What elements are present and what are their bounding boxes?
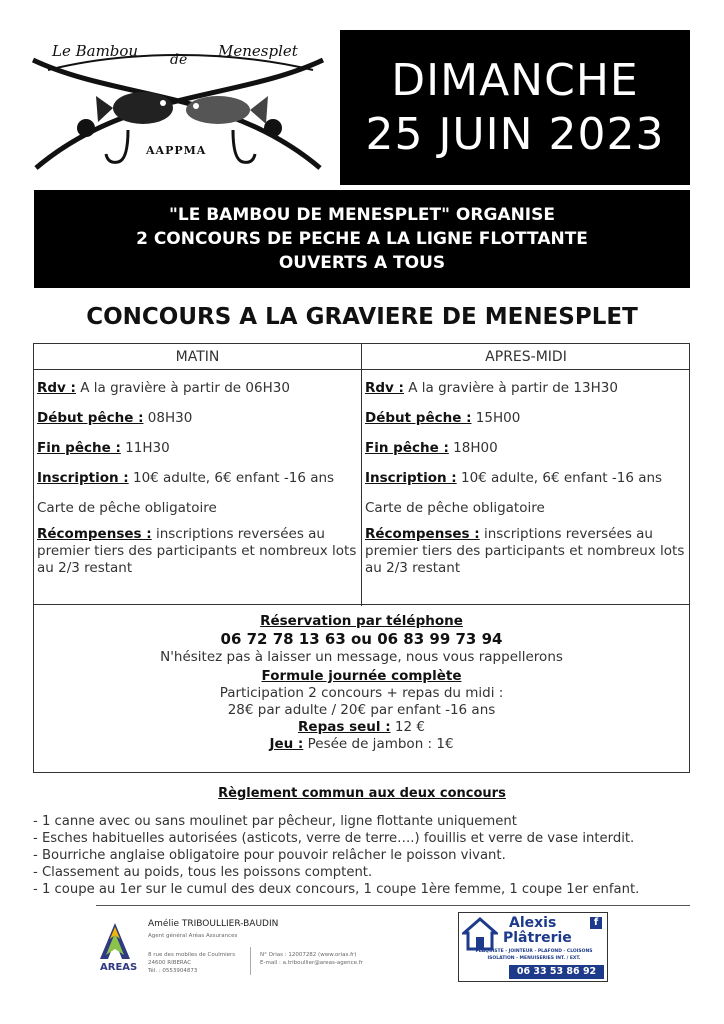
formule-title: Formule journée complète: [261, 668, 462, 684]
banner-line-3: OUVERTS A TOUS: [278, 253, 446, 273]
recompenses-label: Récompenses :: [365, 526, 480, 542]
afternoon-header: APRES-MIDI: [362, 344, 690, 370]
debut-value: 15H00: [471, 410, 521, 426]
organiser-banner: [34, 190, 690, 288]
areas-orias: N° Orias : 12007282 (www.orias.fr): [260, 952, 357, 958]
alexis-phone: 06 33 53 86 92: [509, 965, 604, 979]
repas-value: 12 €: [390, 719, 425, 735]
house-icon: [462, 917, 498, 953]
club-logo: [28, 30, 328, 180]
inscription-value: 10€ adulte, 6€ enfant -16 ans: [456, 470, 663, 486]
carte-peche: Carte de pêche obligatoire: [365, 500, 545, 516]
alexis-platrerie: Plâtrerie: [503, 930, 572, 946]
morning-column: [34, 344, 362, 606]
morning-header: MATIN: [34, 344, 361, 370]
areas-tel: Tél. : 0553904873: [148, 968, 198, 974]
rdv-value: A la gravière à partir de 13H30: [403, 380, 618, 396]
rdv-label: Rdv :: [37, 380, 76, 396]
rule-item: - Classement au poids, tous les poissons comptent.: [33, 865, 373, 880]
areas-separator: [250, 947, 251, 975]
banner-line-1: "LE BAMBOU DE MENESPLET" ORGANISE: [169, 205, 555, 225]
sponsor-alexis-platrerie: [458, 912, 608, 982]
alexis-services-2: ISOLATION - MENUISERIES INT. / EXT.: [487, 956, 581, 961]
areas-address-1: 8 rue des mobiles de Coulmiers: [148, 952, 236, 958]
footer-divider: [96, 905, 690, 906]
rdv-label: Rdv :: [365, 380, 404, 396]
recompenses-value: inscriptions reversées au premier tiers des participants et nombreux lots au 2/3 restant: [37, 526, 357, 576]
logo-text-left: Le Bambou: [52, 42, 139, 60]
rule-item: - Esches habituelles autorisées (asticots, verre de terre….) fouillis et verre de vase interdit.: [33, 831, 635, 846]
areas-address: [148, 951, 235, 975]
fin-label: Fin pêche :: [365, 440, 449, 456]
sponsor-areas: [100, 915, 420, 985]
date-full: 25 JUIN 2023: [365, 108, 665, 160]
inscription-label: Inscription :: [365, 470, 457, 486]
rule-item: - Bourriche anglaise obligatoire pour pouvoir relâcher le poisson vivant.: [33, 848, 506, 863]
areas-brand: AREAS: [100, 962, 138, 973]
recompenses-value: inscriptions reversées au premier tiers des participants et nombreux lots au 2/3 restant: [365, 526, 685, 576]
date-box: [340, 30, 690, 185]
fin-label: Fin pêche :: [37, 440, 121, 456]
debut-label: Début pêche :: [37, 410, 144, 426]
inscription-value: 10€ adulte, 6€ enfant -16 ans: [128, 470, 335, 486]
debut-value: 08H30: [143, 410, 193, 426]
rules-title: Règlement commun aux deux concours: [218, 786, 506, 801]
reservation-phones: 06 72 78 13 63 ou 06 83 99 73 94: [220, 630, 503, 648]
reservation-box: [33, 605, 690, 773]
logo-text-mid: de: [170, 52, 188, 68]
formule-line-2: 28€ par adulte / 20€ par enfant -16 ans: [227, 702, 496, 718]
facebook-icon: f: [590, 917, 602, 929]
recompenses-label: Récompenses :: [37, 526, 152, 542]
areas-logo-icon: [100, 923, 130, 959]
inscription-label: Inscription :: [37, 470, 129, 486]
rdv-value: A la gravière à partir de 06H30: [75, 380, 290, 396]
jeu-label: Jeu :: [269, 736, 304, 752]
banner-line-2: 2 CONCOURS DE PECHE A LA LIGNE FLOTTANTE: [136, 229, 588, 249]
fin-value: 18H00: [448, 440, 498, 456]
logo-text-bottom: AAPPMA: [146, 144, 207, 157]
alexis-name: Alexis: [509, 915, 557, 931]
rules-list: [33, 813, 693, 898]
formule-line-1: Participation 2 concours + repas du midi :: [219, 685, 504, 701]
areas-contact: [260, 951, 363, 967]
reservation-title: Réservation par téléphone: [260, 613, 463, 629]
afternoon-column: [362, 344, 690, 606]
areas-address-2: 24600 RIBERAC: [148, 960, 192, 966]
areas-agent-name: Amélie TRIBOULLIER-BAUDIN: [148, 919, 279, 929]
debut-label: Début pêche :: [365, 410, 472, 426]
alexis-services-1: PLAQUISTE - JOINTEUR - PLAFOND - CLOISONS: [475, 949, 593, 954]
areas-agent-title: Agent général Aréas Assurances: [148, 933, 238, 939]
fin-value: 11H30: [120, 440, 170, 456]
logo-text-right: Menesplet: [218, 42, 298, 60]
jeu-value: Pesée de jambon : 1€: [303, 736, 454, 752]
date-day: DIMANCHE: [391, 54, 639, 106]
reservation-message: N'hésitez pas à laisser un message, nous vous rappellerons: [160, 649, 563, 665]
schedule-table: [33, 343, 690, 605]
page-title: CONCOURS A LA GRAVIERE DE MENESPLET: [86, 304, 638, 330]
areas-email: E-mail : a.triboullier@areas-agence.fr: [260, 960, 363, 966]
rule-item: - 1 coupe au 1er sur le cumul des deux concours, 1 coupe 1ère femme, 1 coupe 1er enfant.: [33, 882, 640, 897]
repas-label: Repas seul :: [298, 719, 391, 735]
rule-item: - 1 canne avec ou sans moulinet par pêcheur, ligne flottante uniquement: [33, 814, 517, 829]
carte-peche: Carte de pêche obligatoire: [37, 500, 217, 516]
